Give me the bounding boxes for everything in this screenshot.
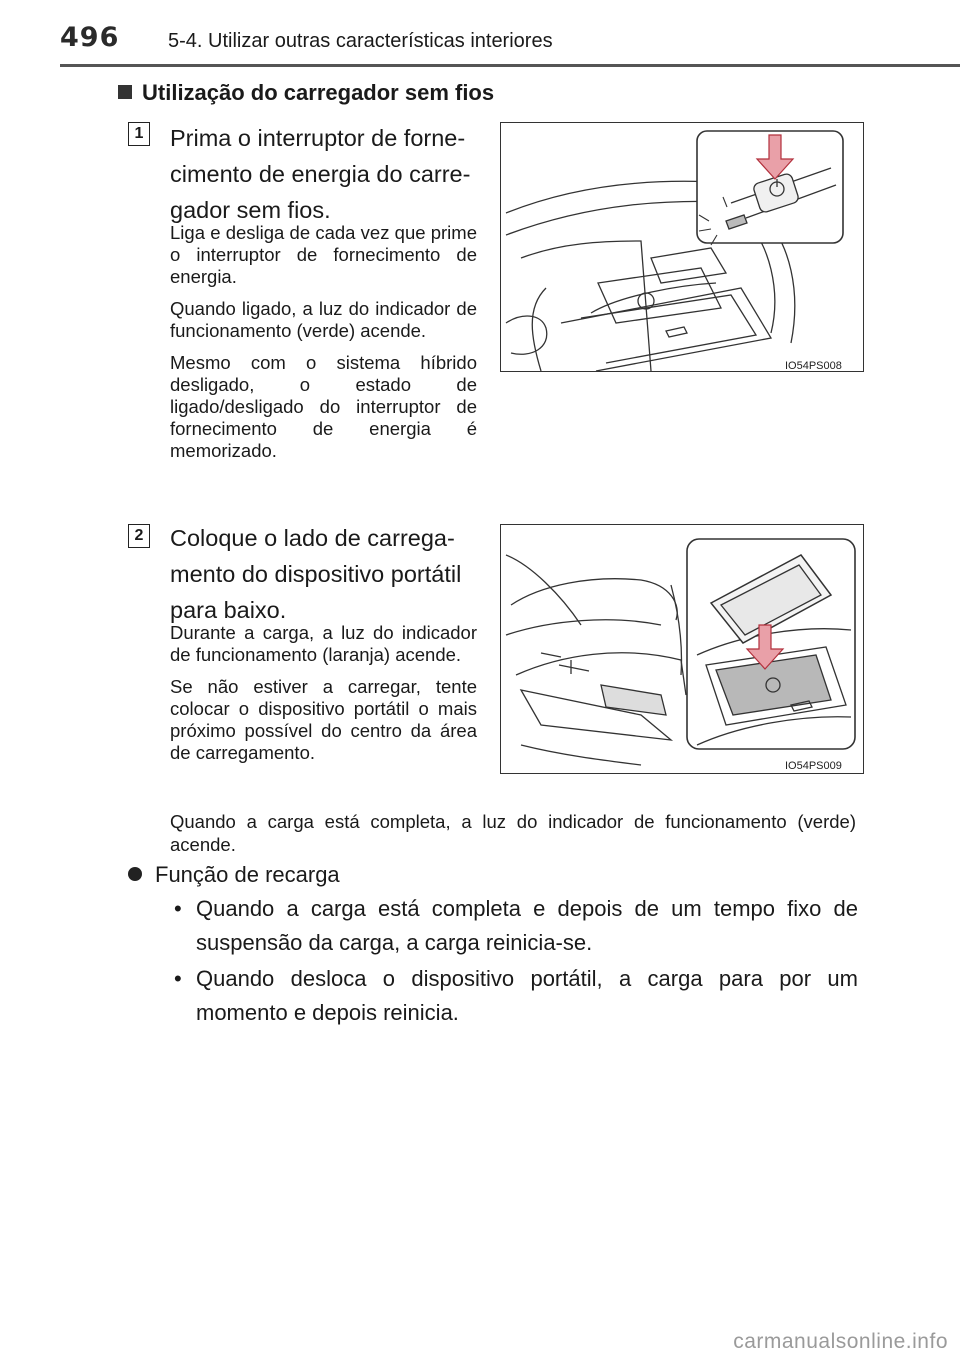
step-2-title-line: para baixo. [170,597,287,623]
step-1-title-line: gador sem fios. [170,197,331,223]
round-bullet-icon [128,867,142,881]
list-item-text: Quando desloca o dispositivo portátil, a carga para por um momento e depois reinicia. [196,966,858,1025]
step-number-2: 2 [128,524,150,548]
dot-bullet-icon: • [174,896,182,921]
dot-bullet-icon: • [174,966,182,991]
step-1-paragraph: Liga e desliga de cada vez que prime o interruptor de fornecimento de energia. [170,222,477,287]
footer-watermark: carmanualsonline.info [733,1330,948,1353]
page-number: 496 [60,22,120,53]
step-1-paragraph: Quando ligado, a luz do indicador de funcionamento (verde) acende. [170,298,477,341]
step-2-title-line: mento do dispositivo portátil [170,561,462,587]
step-number-1: 1 [128,122,150,146]
recharge-heading [128,862,340,888]
section-heading-text: Utilização do carregador sem fios [142,80,495,105]
step-1-body [170,222,477,472]
figure-2-caption: IO54PS009 [785,760,842,772]
step-2-paragraph: Se não estiver a carregar, tente colocar o dispositivo portátil o mais próximo possível do centro da área de carregamento. [170,676,477,763]
step-2-body [170,622,477,774]
device-placement-illustration [501,525,863,773]
step-2-title-line: Coloque o lado de carrega- [170,525,455,551]
step-2-paragraph: Durante a carga, a luz do indicador de funcionamento (laranja) acende. [170,622,477,665]
header-rule [60,64,960,67]
figure-wireless-charger-switch [500,122,864,372]
figure-device-placement [500,524,864,774]
completion-note: Quando a carga está completa, a luz do indicador de funcionamento (verde) acende. [170,811,856,855]
step-1-title-line: cimento de energia do carre- [170,161,471,187]
chapter-title: 5-4. Utilizar outras características interiores [168,30,553,52]
step-1-title [170,120,475,228]
step-1-title-line: Prima o interruptor de forne- [170,125,466,151]
list-item [172,962,858,1030]
square-bullet-icon [118,85,132,99]
console-switch-illustration [501,123,863,371]
list-item-text: Quando a carga está completa e depois de um tempo fixo de suspensão da carga, a carga reinicia-se. [196,896,858,955]
section-heading [118,80,494,106]
recharge-heading-text: Função de recarga [155,862,340,887]
list-item [172,892,858,960]
recharge-list [172,892,858,1032]
step-2-title [170,520,475,628]
step-1-paragraph: Mesmo com o sistema híbrido desligado, o estado de ligado/desligado do interruptor de fornecimento de energia é memorizado. [170,352,477,461]
figure-1-caption: IO54PS008 [785,360,842,371]
